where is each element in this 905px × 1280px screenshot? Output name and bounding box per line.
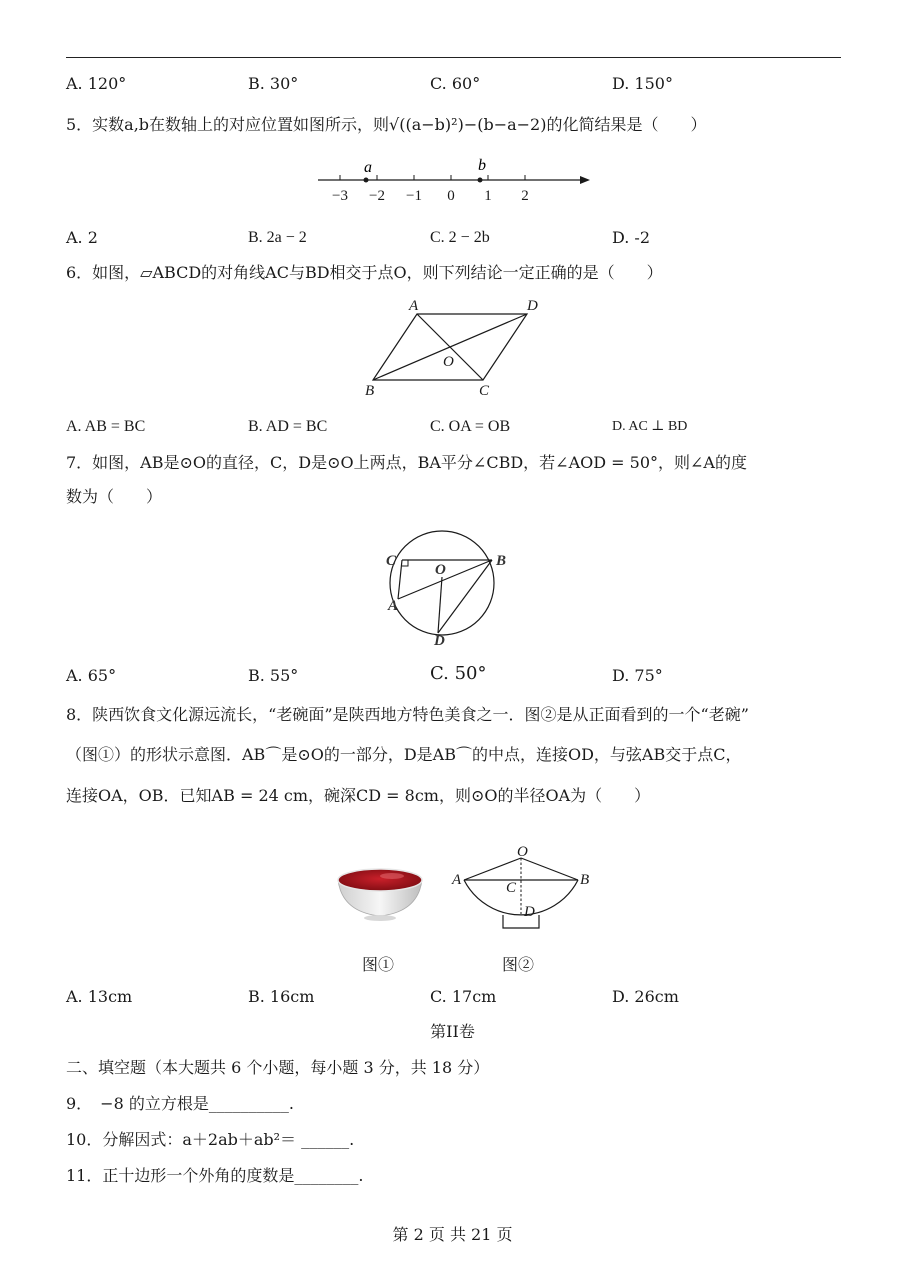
- q9-question: 9． −8 的立方根是__________.: [66, 1094, 294, 1113]
- tick-1: 1: [484, 188, 492, 204]
- section-title: 第II卷: [430, 1022, 475, 1041]
- q8-option-c[interactable]: C. 17cm: [430, 987, 497, 1006]
- q6-option-d[interactable]: D. AC ⊥ BD: [612, 419, 688, 434]
- q7-option-d[interactable]: D. 75°: [612, 666, 663, 685]
- point-a-dot: [364, 178, 369, 183]
- q6-label-d: D: [527, 298, 538, 314]
- tick-neg3: −3: [332, 188, 348, 204]
- q7-label-b: B: [496, 553, 507, 569]
- fig1-caption: 图①: [362, 955, 395, 974]
- q8-question-line2: （图①）的形状示意图．AB⌒是⊙O的一部分，D是AB⌒的中点，连接OD，与弦AB交于点C，: [66, 745, 742, 764]
- q6-label-b: B: [365, 383, 375, 399]
- page-footer: 第 2 页 共 21 页: [392, 1225, 513, 1244]
- q7-label-c: C: [386, 553, 397, 569]
- q4-option-a[interactable]: A. 120°: [66, 74, 127, 93]
- q5-option-a[interactable]: A. 2: [66, 228, 98, 247]
- q4-option-b[interactable]: B. 30°: [248, 74, 299, 93]
- q7-label-a: A: [388, 598, 399, 614]
- q8-option-b[interactable]: B. 16cm: [248, 987, 315, 1006]
- q8-question-line3: 连接OA，OB．已知AB = 24 cm，碗深CD = 8cm，则⊙O的半径OA为（ ）: [66, 786, 651, 805]
- q8-option-d[interactable]: D. 26cm: [612, 987, 679, 1006]
- q6-label-o: O: [443, 354, 454, 370]
- q6-question-text: 6．如图，▱ABCD的对角线AC与BD相交于点O，则下列结论一定正确的是（ ）: [66, 263, 663, 282]
- q8-label-a: A: [452, 872, 462, 888]
- q7-option-c[interactable]: C. 50°: [430, 663, 487, 684]
- q8-question-line1: 8．陕西饮食文化源远流长，“老碗面”是陕西地方特色美食之一．图②是从正面看到的一个“老碗”: [66, 705, 749, 724]
- q6-option-c[interactable]: C. OA = OB: [430, 418, 511, 435]
- q8-option-a[interactable]: A. 13cm: [66, 987, 133, 1006]
- q11-question: 11．正十边形一个外角的度数是________.: [66, 1166, 364, 1185]
- q5-option-b[interactable]: B. 2a − 2: [248, 229, 307, 246]
- tick-neg2: −2: [369, 188, 385, 204]
- bowl-photo-figure: [332, 860, 428, 924]
- q7-circle-figure: [380, 525, 520, 647]
- q7-option-a[interactable]: A. 65°: [66, 666, 117, 685]
- q8-label-o: O: [517, 844, 528, 860]
- tick-2: 2: [521, 188, 529, 204]
- q7-question-line2: 数为（ ）: [66, 487, 163, 506]
- q8-label-b: B: [580, 872, 590, 888]
- fill-in-heading: 二、填空题（本大题共 6 个小题，每小题 3 分，共 18 分）: [66, 1058, 490, 1077]
- fig2-caption: 图②: [502, 955, 535, 974]
- q6-parallelogram-figure: [355, 296, 555, 400]
- q8-label-d: D: [524, 904, 535, 920]
- q4-option-d[interactable]: D. 150°: [612, 74, 673, 93]
- q7-question-line1: 7．如图，AB是⊙O的直径，C，D是⊙O上两点，BA平分∠CBD，若∠AOD = 50°，则∠A的度: [66, 453, 747, 472]
- q8-label-c: C: [506, 880, 517, 896]
- tick-neg1: −1: [406, 188, 422, 204]
- point-b-dot: [478, 178, 483, 183]
- q6-label-c: C: [479, 383, 490, 399]
- tick-0: 0: [447, 188, 455, 204]
- q6-option-a[interactable]: A. AB = BC: [66, 418, 146, 435]
- q6-label-a: A: [409, 298, 419, 314]
- bowl-diagram-figure: [448, 842, 598, 938]
- point-a-label: a: [364, 159, 372, 176]
- q5-option-d[interactable]: D. -2: [612, 228, 651, 247]
- header-rule: [66, 57, 841, 58]
- q4-option-c[interactable]: C. 60°: [430, 74, 481, 93]
- q5-option-c[interactable]: C. 2 − 2b: [430, 229, 490, 246]
- q7-label-d: D: [434, 633, 445, 647]
- q7-label-o: O: [435, 562, 446, 578]
- q5-number-line: [310, 152, 600, 210]
- q10-question: 10．分解因式：a＋2ab＋ab²＝ ______.: [66, 1130, 355, 1149]
- point-b-label: b: [478, 157, 486, 174]
- q7-option-b[interactable]: B. 55°: [248, 666, 299, 685]
- q6-option-b[interactable]: B. AD = BC: [248, 418, 328, 435]
- q5-question-text: 5．实数a,b在数轴上的对应位置如图所示，则√((a−b)²)−(b−a−2)的化简结果是（ ）: [66, 115, 707, 134]
